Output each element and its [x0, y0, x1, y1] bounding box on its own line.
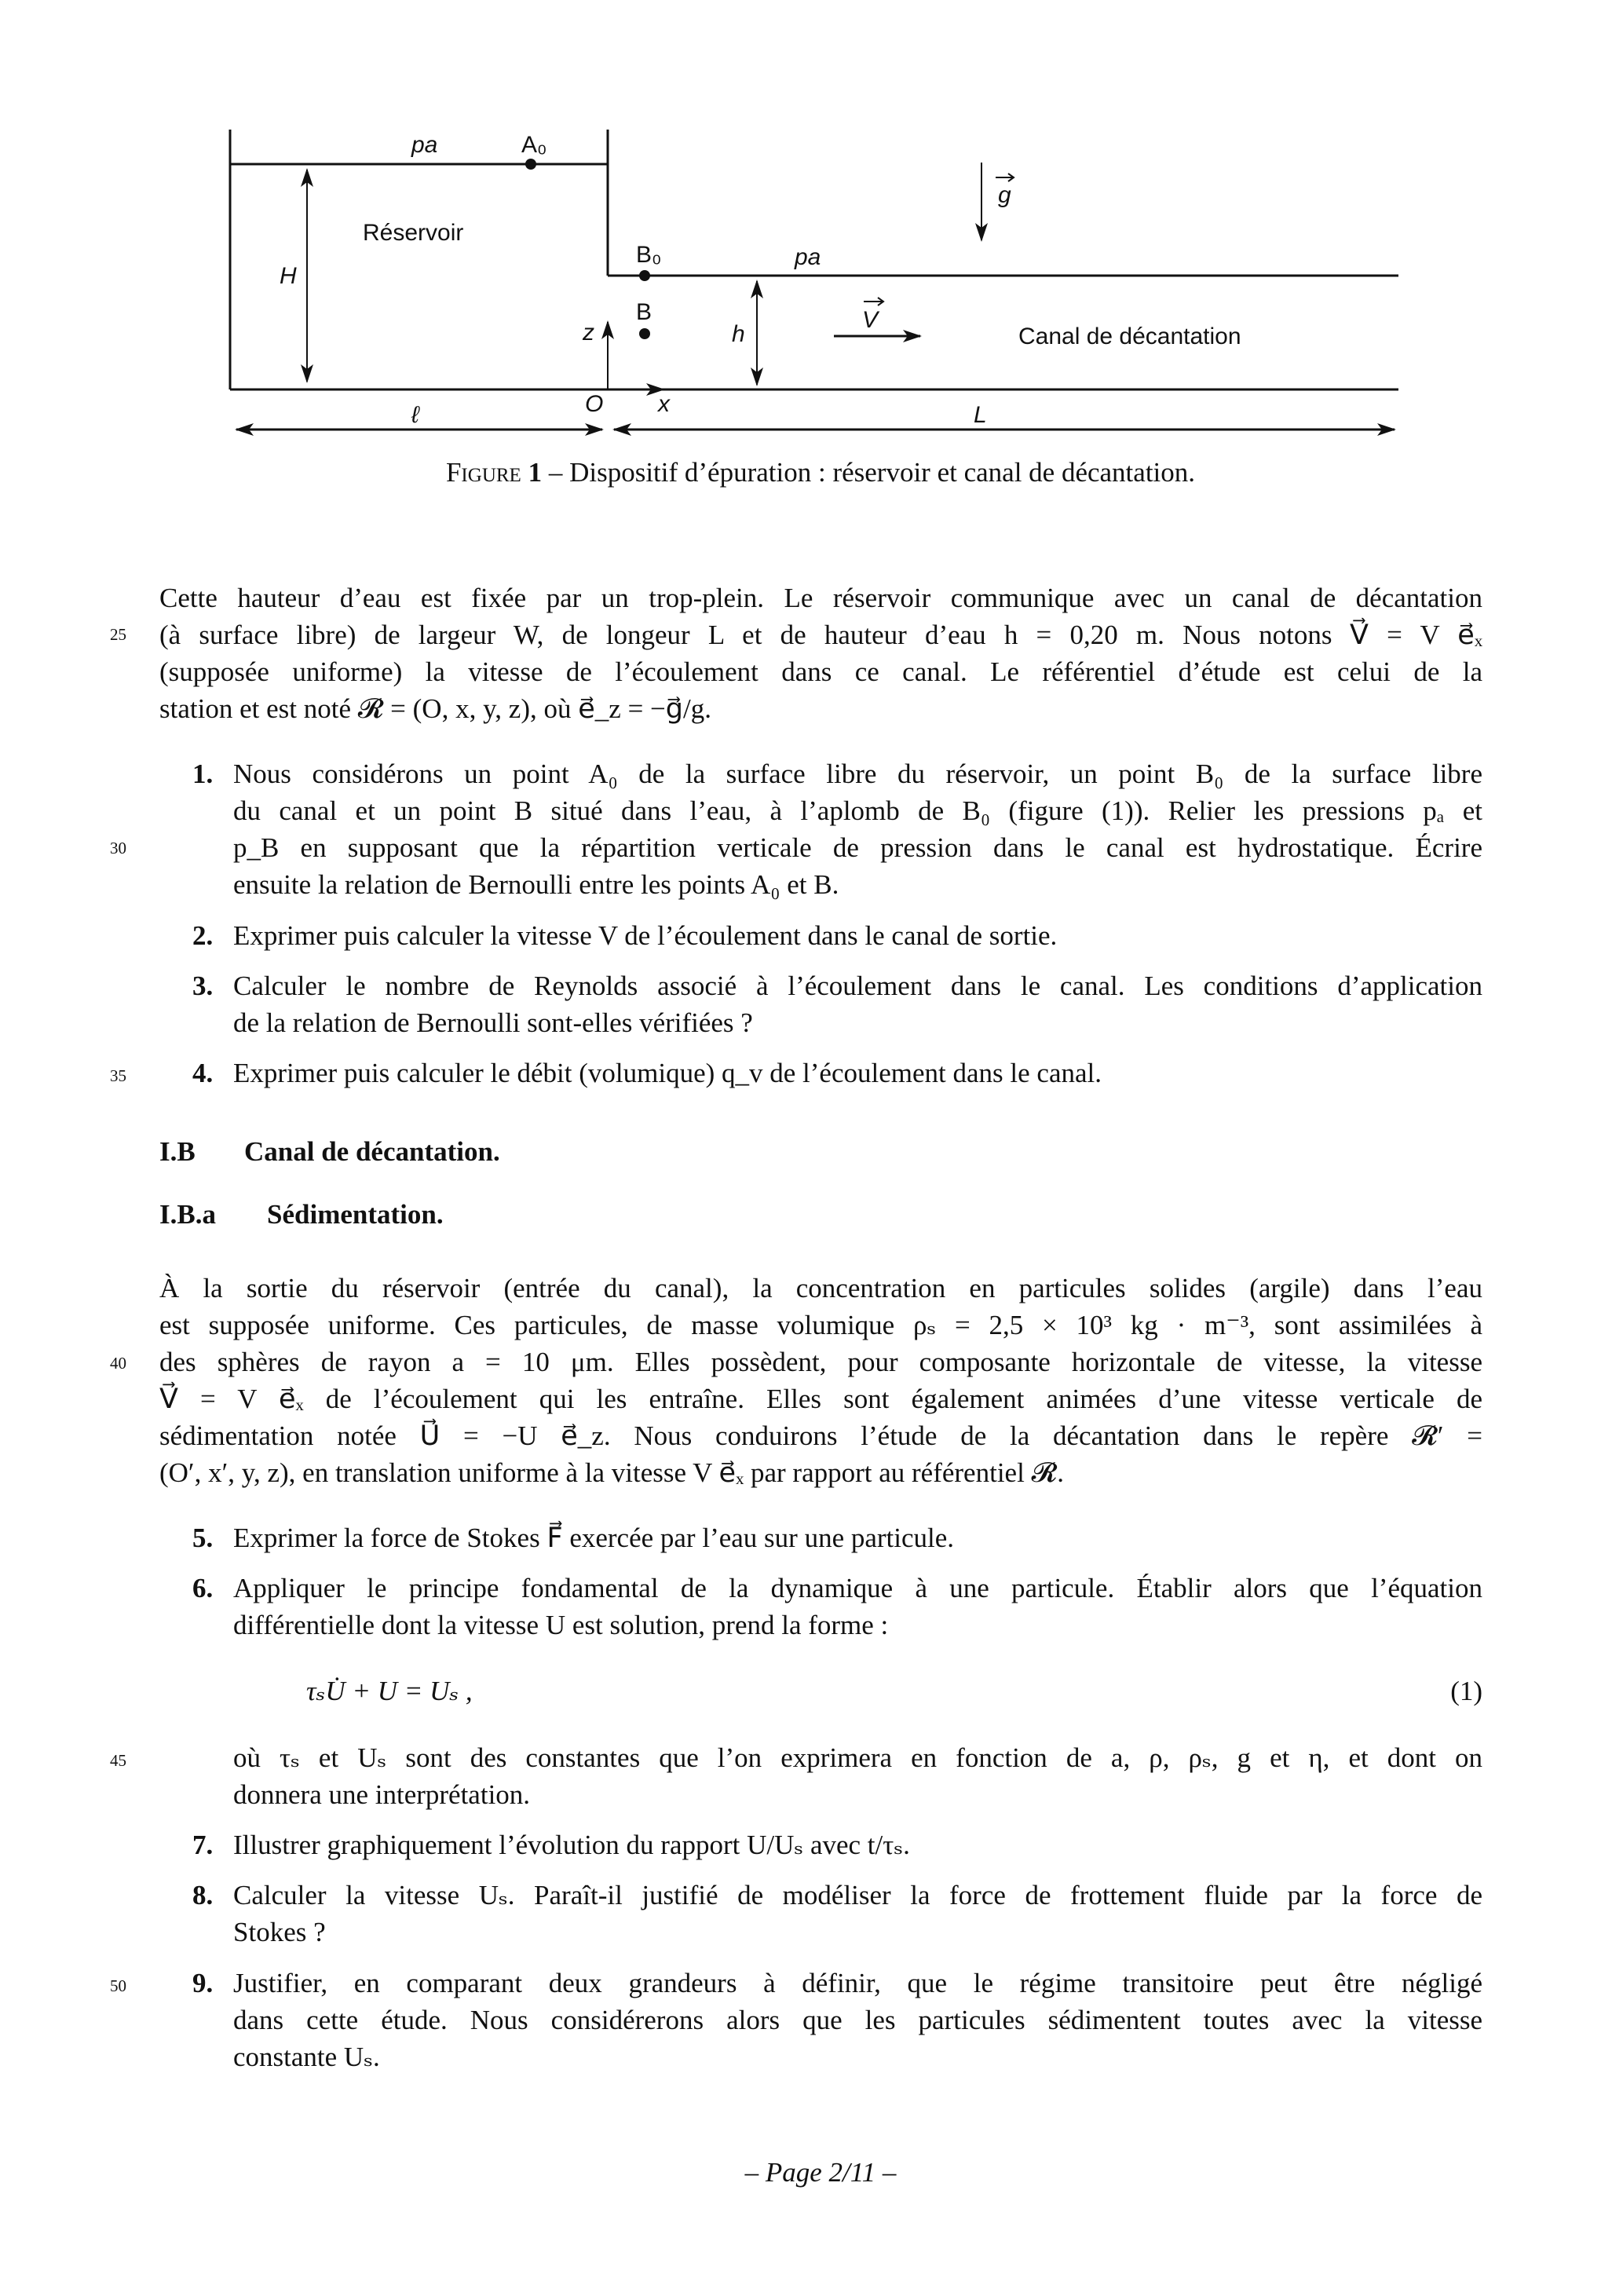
text-line: Calculer le nombre de Reynolds associé à l’écoulement dans le canal. Les conditions d’application: [233, 971, 1482, 1001]
caption-number: 1: [528, 457, 543, 488]
text-line: où τₛ et Uₛ sont des constantes que l’on exprimera en fonction de a, ρ, ρₛ, g et η, et dont on: [233, 1742, 1482, 1773]
question-3: [192, 967, 1482, 1041]
text-line: Exprimer la force de Stokes F⃗ exercée par l’eau sur une particule.: [233, 1523, 955, 1553]
text-line: (O′, x′, y, z), en translation uniforme à la vitesse V e⃗ₓ par rapport au référentiel 𝓡.: [159, 1457, 1064, 1488]
label-z: z: [583, 320, 594, 345]
question-6: [192, 1570, 1482, 1643]
label-H: H: [280, 263, 297, 289]
g-vector-arrow-icon: [996, 174, 1014, 181]
question-number: 4.: [192, 1058, 214, 1088]
text-line: Exprimer puis calculer la vitesse V de l’écoulement dans le canal de sortie.: [233, 920, 1058, 951]
text-line: sédimentation notée U⃗ = −U e⃗_z. Nous conduirons l’étude de la décantation dans le repère 𝓡′ =: [159, 1420, 1482, 1451]
label-B0: B₀: [636, 242, 662, 268]
V-vector-arrow-icon: [864, 298, 883, 305]
label-reservoir: Réservoir: [363, 220, 464, 246]
sedimentation-paragraph: [159, 1270, 1482, 1491]
text-line: station et est noté 𝓡 = (O, x, y, z), où e⃗_z = −g⃗/g.: [159, 693, 711, 724]
figure-caption: [0, 457, 1623, 488]
label-B: B: [636, 299, 652, 325]
text-line: Stokes ?: [233, 1917, 326, 1947]
line-number: 30: [110, 839, 126, 857]
question-number: 7.: [192, 1830, 214, 1860]
question-8: [192, 1877, 1482, 1951]
line-number: 25: [110, 625, 126, 644]
text-line: p_B en supposant que la répartition verticale de pression dans le canal est hydrostatique. Écrire: [233, 832, 1482, 863]
label-ell: ℓ: [411, 402, 419, 428]
heading-number: I.B.a: [159, 1199, 216, 1230]
question-number: 5.: [192, 1523, 214, 1553]
text-line: dans cette étude. Nous considérerons alors que les particules sédimentent toutes avec la vitesse: [233, 2005, 1482, 2035]
line-number: 45: [110, 1751, 126, 1770]
heading-number: I.B: [159, 1136, 196, 1167]
question-number: 9.: [192, 1968, 214, 1998]
question-number: 3.: [192, 971, 214, 1001]
text-line: donnera une interprétation.: [233, 1779, 531, 1810]
equation-number: (1): [1450, 1676, 1482, 1706]
label-pa-reservoir: pa: [411, 132, 438, 158]
text-line: ensuite la relation de Bernoulli entre les points A₀ et B.: [233, 869, 839, 900]
question-5: [192, 1519, 1482, 1556]
question-number: 2.: [192, 920, 214, 951]
text-line: Appliquer le principe fondamental de la dynamique à une particule. Établir alors que l’équation: [233, 1573, 1482, 1603]
text-line: différentielle dont la vitesse U est solution, prend la forme :: [233, 1610, 889, 1640]
label-V: V: [862, 307, 879, 333]
heading-title: Sédimentation.: [267, 1199, 444, 1230]
text-line: Cette hauteur d’eau est fixée par un trop-plein. Le réservoir communique avec un canal de décantation: [159, 583, 1482, 613]
text-line: Calculer la vitesse Uₛ. Paraît-il justifié de modéliser la force de frottement fluide par la force de: [233, 1880, 1482, 1910]
figure-reservoir-canal: [0, 0, 1623, 503]
caption-text: – Dispositif d’épuration : réservoir et canal de décantation.: [542, 457, 1196, 488]
caption-prefix: Figure: [445, 457, 521, 488]
label-x: x: [658, 391, 670, 417]
label-canal: Canal de décantation: [1018, 324, 1241, 349]
question-number: 8.: [192, 1880, 214, 1910]
equation-1: τₛU̇ + U = Uₛ ,: [306, 1676, 473, 1706]
text-line: du canal et un point B situé dans l’eau, à l’aplomb de B₀ (figure (1)). Relier les pressions pₐ et: [233, 795, 1482, 826]
text-line: Justifier, en comparant deux grandeurs à définir, que le régime transitoire peut être négligé: [233, 1968, 1482, 1998]
text-line: des sphères de rayon a = 10 μm. Elles possèdent, pour composante horizontale de vitesse, la vitesse: [159, 1347, 1482, 1377]
text-line: constante Uₛ.: [233, 2042, 380, 2072]
question-number: 6.: [192, 1573, 214, 1603]
text-line: (supposée uniforme) la vitesse de l’écoulement dans ce canal. Le référentiel d’étude est celui de la: [159, 656, 1482, 687]
text-line: V⃗ = V e⃗ₓ de l’écoulement qui les entraîne. Elles sont également animées d’une vitesse verticale de: [159, 1384, 1482, 1414]
point-B: [639, 328, 650, 339]
label-L: L: [974, 402, 987, 428]
text-line: (à surface libre) de largeur W, de longeur L et de hauteur d’eau h = 0,20 m. Nous notons V⃗ = V e⃗ₓ: [159, 620, 1482, 650]
question-1: [192, 755, 1482, 903]
line-number: 40: [110, 1354, 126, 1373]
question-7: [192, 1826, 1482, 1863]
text-line: est supposée uniforme. Ces particules, de masse volumique ρₛ = 2,5 × 10³ kg · m⁻³, sont assimilées à: [159, 1310, 1482, 1340]
question-6-continuation: [233, 1739, 1482, 1813]
question-2: [192, 917, 1482, 954]
point-B0: [639, 270, 650, 281]
question-9: [192, 1965, 1482, 2075]
point-A0: [525, 159, 536, 170]
label-pa-canal: pa: [795, 244, 821, 270]
text-line: Exprimer puis calculer le débit (volumique) q_v de l’écoulement dans le canal.: [233, 1058, 1102, 1088]
intro-paragraph: [159, 579, 1482, 727]
label-A0: A₀: [521, 132, 547, 158]
question-4: [192, 1055, 1482, 1091]
line-number: 50: [110, 1976, 126, 1995]
label-O: O: [585, 391, 604, 417]
text-line: Nous considérons un point A₀ de la surface libre du réservoir, un point B₀ de la surface libre: [233, 759, 1482, 789]
label-g: g: [998, 182, 1011, 208]
text-line: Illustrer graphiquement l’évolution du rapport U/Uₛ avec t/τₛ.: [233, 1830, 910, 1860]
text-line: À la sortie du réservoir (entrée du canal), la concentration en particules solides (argile) dans l’eau: [159, 1273, 1482, 1303]
question-number: 1.: [192, 759, 214, 789]
text-line: de la relation de Bernoulli sont-elles vérifiées ?: [233, 1007, 753, 1038]
page-footer: – Page 2/11 –: [744, 2157, 897, 2188]
heading-title: Canal de décantation.: [244, 1136, 500, 1167]
label-h: h: [732, 321, 745, 347]
line-number: 35: [110, 1066, 126, 1085]
